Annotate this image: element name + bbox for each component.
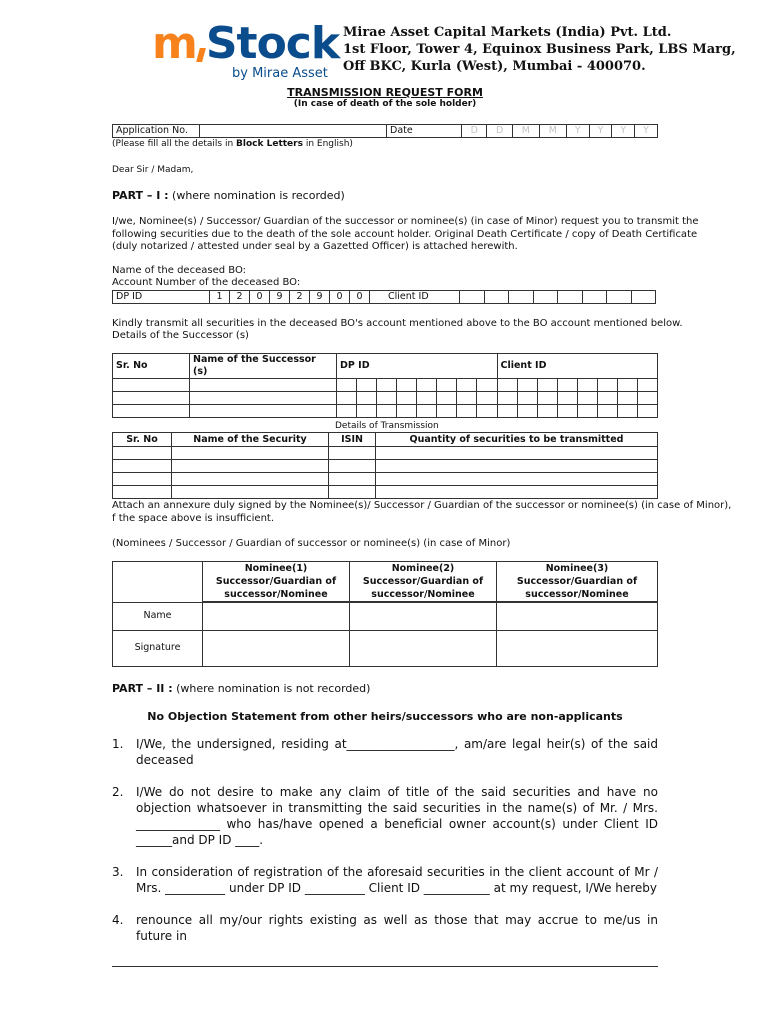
table-row[interactable] [113, 473, 658, 486]
nominee-signature-table [112, 561, 658, 667]
date-m1[interactable]: M [512, 125, 539, 138]
part1-paragraph: I/we, Nominee(s) / Successor/ Guardian of the successor or nominee(s) (in case of Minor) request you to transmit the following securities due to the death of the sole account holder. Original Death Certificate / copy of Death Certificate (duly notarized / attested under seal by a Gazetted Officer) is attached herewith. [112, 216, 699, 252]
client-id-cell[interactable] [607, 291, 632, 304]
successor-col-client: Client ID [497, 354, 658, 379]
client-id-cell[interactable] [631, 291, 656, 304]
table-row[interactable] [113, 460, 658, 473]
nominee-3-name[interactable] [497, 602, 658, 630]
table-row[interactable] [113, 392, 658, 405]
transmission-col-sr: Sr. No [113, 433, 172, 447]
table-row[interactable] [113, 405, 658, 418]
table-row[interactable] [113, 447, 658, 460]
logo-m: m [152, 18, 197, 69]
deceased-name-label: Name of the deceased BO: [112, 265, 247, 276]
deceased-account-table [112, 290, 656, 304]
nominee-2-signature[interactable] [350, 630, 497, 666]
nominee-3-header: Nominee(3) Successor/Guardian of successor/Nominee [497, 562, 658, 603]
company-name: Mirae Asset Capital Markets (India) Pvt. Ltd. [343, 25, 672, 40]
date-y3[interactable]: Y [612, 125, 635, 138]
no-objection-list [112, 736, 658, 944]
date-y4[interactable]: Y [635, 125, 658, 138]
application-date-table [112, 124, 658, 138]
date-m2[interactable]: M [539, 125, 566, 138]
company-address-1: 1st Floor, Tower 4, Equinox Business Park, LBS Marg, [343, 42, 736, 57]
dp-digit[interactable]: 1 [210, 291, 230, 304]
transmission-col-isin: ISIN [329, 433, 376, 447]
table-row[interactable] [113, 379, 658, 392]
date-label: Date [387, 125, 462, 138]
form-title: TRANSMISSION REQUEST FORM [287, 86, 483, 99]
dp-digit[interactable]: 2 [290, 291, 310, 304]
list-item: 4. renounce all my/our rights existing as well as those that may accrue to me/us in future in [112, 913, 658, 943]
successor-col-name: Name of the Successor (s) [190, 354, 337, 379]
annexure-note: Attach an annexure duly signed by the Nominee(s)/ Successor / Guardian of the successor or nominee(s) (in case of Minor), f the space above is insufficient. [112, 500, 732, 524]
client-id-cell[interactable] [509, 291, 534, 304]
date-d1[interactable]: D [462, 125, 487, 138]
date-y2[interactable]: Y [589, 125, 612, 138]
form-subtitle: (In case of death of the sole holder) [293, 99, 477, 109]
successor-col-sr: Sr. No [113, 354, 190, 379]
part1-heading: PART – I : (where nomination is recorded) [112, 189, 345, 202]
application-no-field[interactable] [200, 125, 387, 138]
transmission-col-qty: Quantity of securities to be transmitted [376, 433, 658, 447]
logo-by-text: by Mirae Asset [232, 66, 328, 81]
footer-divider [112, 966, 658, 967]
nominee-note: (Nominees / Successor / Guardian of successor or nominee(s) (in case of Minor) [112, 538, 511, 549]
client-id-cell[interactable] [460, 291, 485, 304]
transmission-col-name: Name of the Security [172, 433, 329, 447]
application-no-label: Application No. [113, 125, 200, 138]
successor-col-dp: DP ID [337, 354, 498, 379]
nominee-3-signature[interactable] [497, 630, 658, 666]
successor-details-label: Details of the Successor (s) [112, 330, 249, 341]
no-objection-title: No Objection Statement from other heirs/successors who are non-applicants [147, 710, 623, 723]
dp-digit[interactable]: 0 [250, 291, 270, 304]
client-id-cell[interactable] [558, 291, 583, 304]
nominee-1-name[interactable] [203, 602, 350, 630]
nominee-2-header: Nominee(2) Successor/Guardian of successor/Nominee [350, 562, 497, 603]
client-id-label: Client ID [370, 291, 460, 304]
dp-digit[interactable]: 0 [350, 291, 370, 304]
client-id-cell[interactable] [484, 291, 509, 304]
list-item: 2. I/We do not desire to make any claim of title of the said securities and have no objection whatsoever in transmitting the said securities in the name(s) of Mr. / Mrs. ______________ who has/have opened a beneficial owner account(s) under Client ID ______and DP ID ____. [112, 785, 658, 847]
nominee-2-name[interactable] [350, 602, 497, 630]
dp-digit[interactable]: 9 [310, 291, 330, 304]
mstock-logo [152, 18, 340, 84]
list-item: 3. In consideration of registration of the aforesaid securities in the client account of Mr / Mrs. __________ under DP ID __________ Client ID ___________ at my request, I/We hereby [112, 865, 658, 895]
date-y1[interactable]: Y [566, 125, 589, 138]
date-d2[interactable]: D [487, 125, 512, 138]
logo-stock: Stock [205, 18, 340, 69]
transmit-note: Kindly transmit all securities in the deceased BO's account mentioned above to the BO account mentioned below. [112, 318, 683, 329]
transmission-title: Details of Transmission [335, 421, 439, 431]
name-row-label: Name [113, 602, 203, 630]
deceased-account-label: Account Number of the deceased BO: [112, 277, 301, 288]
logo-comma [196, 48, 206, 62]
table-row[interactable] [113, 486, 658, 499]
nominee-1-header: Nominee(1) Successor/Guardian of successor/Nominee [203, 562, 350, 603]
signature-row-label: Signature [113, 630, 203, 666]
successor-table [112, 353, 658, 418]
company-header [343, 24, 736, 75]
list-item: 1. I/We, the undersigned, residing at__________________, am/are legal heir(s) of the said deceased [112, 737, 658, 767]
client-id-cell[interactable] [533, 291, 558, 304]
dp-digit[interactable]: 2 [230, 291, 250, 304]
client-id-cell[interactable] [582, 291, 607, 304]
dp-digit[interactable]: 0 [330, 291, 350, 304]
fill-note: (Please fill all the details in Block Letters in English) [112, 139, 353, 149]
salutation: Dear Sir / Madam, [112, 165, 194, 175]
dp-digit[interactable]: 9 [270, 291, 290, 304]
company-address-2: Off BKC, Kurla (West), Mumbai - 400070. [343, 59, 646, 74]
part2-heading: PART – II : (where nomination is not recorded) [112, 682, 371, 695]
dp-id-label: DP ID [113, 291, 210, 304]
transmission-table [112, 432, 658, 499]
nominee-1-signature[interactable] [203, 630, 350, 666]
